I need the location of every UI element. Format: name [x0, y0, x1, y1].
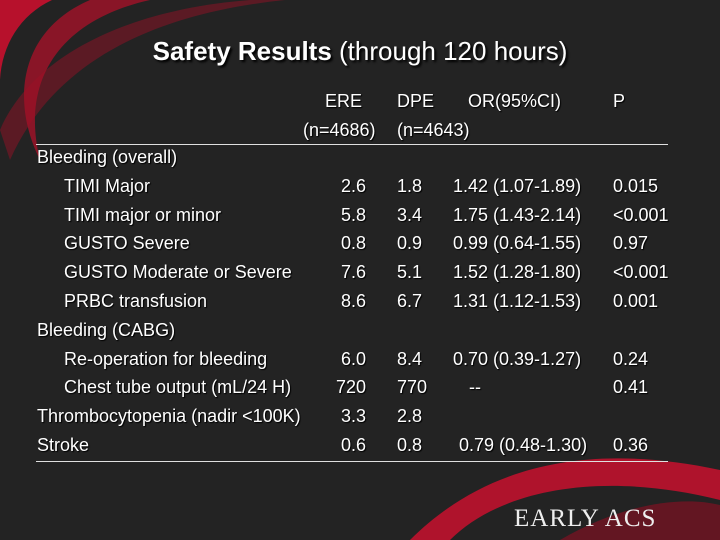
cell-p: <0.001	[613, 205, 669, 225]
cell-dpe: 8.4	[397, 349, 423, 369]
header-ere-n: (n=4686)	[303, 120, 376, 140]
cell-ere: 0.6	[340, 435, 366, 455]
cell-dpe: 1.8	[397, 176, 423, 196]
cell-p: 0.001	[613, 291, 659, 311]
header-rule	[36, 144, 668, 145]
cell-dpe: 0.8	[397, 435, 423, 455]
cell-p: 0.015	[613, 176, 659, 196]
row-label: Chest tube output (mL/24 H)	[64, 377, 292, 397]
row-label: TIMI major or minor	[64, 205, 222, 225]
cell-or: 0.79 (0.48-1.30)	[459, 435, 588, 455]
row-label: GUSTO Severe	[64, 233, 190, 253]
cell-ere: 6.0	[340, 349, 366, 369]
cell-or: --	[469, 377, 481, 397]
title-rest: (through 120 hours)	[331, 36, 568, 66]
cell-ere: 3.3	[340, 406, 366, 426]
cell-p: 0.41	[613, 377, 649, 397]
cell-ere: 8.6	[340, 291, 366, 311]
cell-or: 1.31 (1.12-1.53)	[453, 291, 582, 311]
title-bold: Safety Results	[152, 36, 332, 66]
cell-p: 0.97	[613, 233, 649, 253]
cell-ere: 5.8	[340, 205, 366, 225]
cell-ere: 0.8	[340, 233, 366, 253]
row-label: Re-operation for bleeding	[64, 349, 268, 369]
footer-rule	[36, 461, 668, 462]
row-label: Bleeding (overall)	[37, 147, 178, 167]
cell-dpe: 770	[397, 377, 428, 397]
early-acs-logo: EARLY ACS	[514, 505, 657, 532]
header-ere: ERE	[325, 91, 363, 111]
cell-ere: 2.6	[340, 176, 366, 196]
header-dpe-n: (n=4643)	[397, 120, 470, 140]
cell-or: 0.99 (0.64-1.55)	[453, 233, 582, 253]
row-label: Bleeding (CABG)	[37, 320, 176, 340]
header-p: P	[613, 91, 626, 111]
page-title	[0, 36, 720, 67]
row-label: Stroke	[37, 435, 90, 455]
cell-or: 1.52 (1.28-1.80)	[453, 262, 582, 282]
row-label: TIMI Major	[64, 176, 151, 196]
cell-or: 1.75 (1.43-2.14)	[453, 205, 582, 225]
header-dpe: DPE	[397, 91, 435, 111]
cell-p: 0.24	[613, 349, 649, 369]
cell-ere: 7.6	[340, 262, 366, 282]
cell-or: 1.42 (1.07-1.89)	[453, 176, 582, 196]
cell-dpe: 0.9	[397, 233, 423, 253]
cell-p: <0.001	[613, 262, 669, 282]
cell-dpe: 2.8	[397, 406, 423, 426]
cell-dpe: 5.1	[397, 262, 423, 282]
cell-p: 0.36	[613, 435, 649, 455]
cell-or: 0.70 (0.39-1.27)	[453, 349, 582, 369]
row-label: PRBC transfusion	[64, 291, 208, 311]
cell-ere: 720	[335, 377, 366, 397]
row-label: GUSTO Moderate or Severe	[64, 262, 292, 282]
header-or: OR(95%CI)	[468, 91, 562, 111]
cell-dpe: 3.4	[397, 205, 423, 225]
row-label: Thrombocytopenia (nadir <100K)	[37, 406, 301, 426]
cell-dpe: 6.7	[397, 291, 423, 311]
